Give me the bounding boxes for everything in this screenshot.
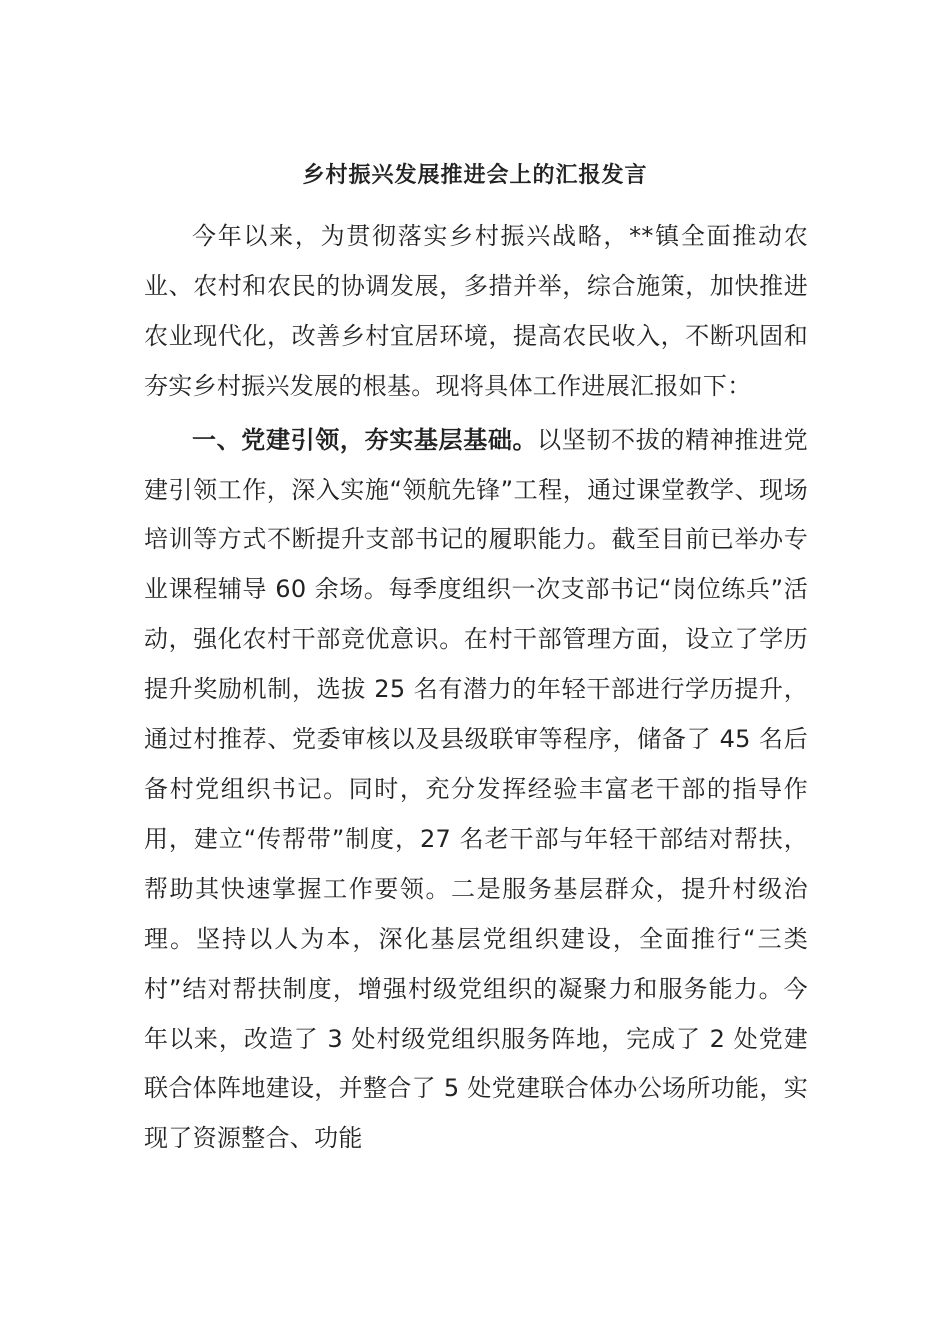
section-1-text: 以坚韧不拔的精神推进党建引领工作，深入实施“领航先锋”工程，通过课堂教学、现场培训等方式不断提升支部书记的履职能力。截至目前已举办专业课程辅导 60 余场。每季度组织一次支部书记“岗位练兵”活动，强化农村干部竞优意识。在村干部管理方面，设立了学历提升奖励机制，选拔 25 名有潜力的年轻干部进行学历提升，通过村推荐、党委审核以及县级联审等程序，储备了 45 名后备村党组织书记。同时，充分发挥经验丰富老干部的指导作用，建立“传帮带”制度，27 名老干部与年轻干部结对帮扶，帮助其快速掌握工作要领。二是服务基层群众，提升村级治理。坚持以人为本，深化基层党组织建设，全面推行“三类村”结对帮扶制度，增强村级党组织的凝聚力和服务能力。今年以来，改造了 3 处村级党组织服务阵地，完成了 2 处党建联合体阵地建设，并整合了 5 处党建联合体办公场所功能，实现了资源整合、功能 <box>144 425 808 1153</box>
intro-paragraph: 今年以来，为贯彻落实乡村振兴战略，**镇全面推动农业、农村和农民的协调发展，多措并举，综合施策，加快推进农业现代化，改善乡村宜居环境，提高农民收入，不断巩固和夯实乡村振兴发展的根基。现将具体工作进展汇报如下： <box>144 222 808 400</box>
section-1-heading: 一、党建引领，夯实基层基础。 <box>192 425 538 454</box>
document-title: 乡村振兴发展推进会上的汇报发言 <box>302 163 648 188</box>
section-1-paragraph <box>144 416 808 1165</box>
document-body <box>144 212 808 1164</box>
